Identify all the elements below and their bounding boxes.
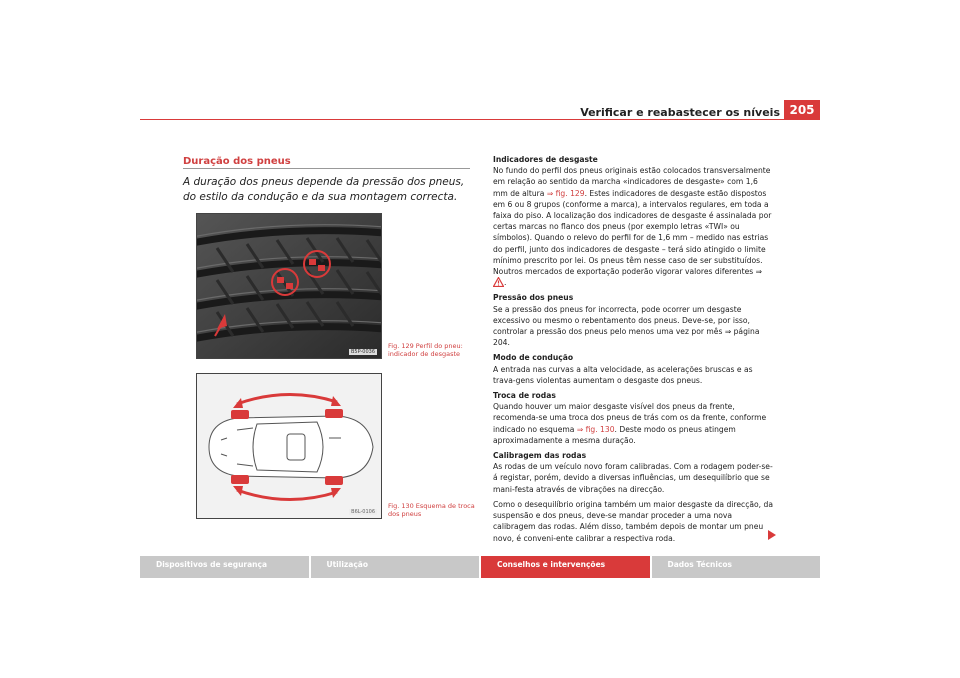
tire-rotation-illustration [197, 374, 382, 519]
heading-pressure: Pressão dos pneus [493, 293, 574, 303]
page-number: 205 [784, 100, 820, 120]
header-title: Verificar e reabastecer os níveis [580, 106, 780, 119]
heading-rotation: Troca de rodas [493, 391, 556, 401]
rotation-text-cont: . Deste modo os pneus atingem aproximadamente a mesma duração. [493, 424, 736, 445]
figure-code: B5P-0036 [350, 349, 375, 355]
footer-tab-technical[interactable]: Dados Técnicos [652, 556, 821, 578]
figure-caption: Fig. 129 Perfil do pneu: indicador de desgaste [388, 342, 463, 358]
fig129-link[interactable]: ⇒ fig. 129 [546, 188, 585, 198]
footer-nav [140, 556, 820, 578]
section-title: Duração dos pneus [183, 156, 291, 167]
next-page-arrow-icon[interactable] [768, 530, 776, 540]
tire-tread-illustration [197, 214, 382, 359]
warning-icon [493, 277, 507, 288]
heading-driving: Modo de condução [493, 353, 574, 363]
footer-tab-usage[interactable]: Utilização [311, 556, 482, 578]
pressure-text: Se a pressão dos pneus for incorrecta, pode ocorrer um desgaste excessivo ou mesmo o rebentamento dos pneus. Deve-se, por isso, controlar a pressão dos pneus pelo menos uma vez por mês ⇒ página 204. [493, 304, 760, 348]
section-lead: A duração dos pneus depende da pressão dos pneus, do estilo da condução e da sua montagem correcta. [183, 176, 465, 203]
figure-caption: Fig. 130 Esquema de troca dos pneus [388, 502, 475, 518]
figure-code: B6L-0106 [351, 509, 375, 515]
heading-balance: Calibragem das rodas [493, 451, 587, 461]
fig130-link[interactable]: ⇒ fig. 130 [576, 424, 615, 434]
wear-text-cont: . Estes indicadores de desgaste estão dispostos em 6 ou 8 grupos (conforme a marca), a intervalos regulares, em toda a faixa do piso. A localização dos indicadores de desgaste é assinalada por certas marcas no flanco dos pneus (por exemplo letras «TWI» ou símbolos). Quando o relevo do perfil for de 1,6 mm – medido nas estrias do perfil, junto dos indicadores de desgaste – terá sido atingido o limite mínimo prescrito por lei. Os pneus têm nesse caso de ser substituídos. Noutros mercados de exportação poderão vigorar valores diferentes ⇒ [493, 188, 772, 277]
footer-tab-safety[interactable]: Dispositivos de segurança [140, 556, 311, 578]
wear-text: No fundo do perfil dos pneus originais estão colocados transversalmente em relação ao sentido da marcha «indicadores de desgaste» com 1,6 mm de altura [493, 166, 771, 198]
balance-text: As rodas de um veículo novo foram calibradas. Com a rodagem poder-se-á registar, porém, devido a diversas influências, um desequilíbrio que se mani-festa através de vibrações na direcção. [493, 462, 773, 494]
section-rule [183, 168, 470, 169]
header-rule [140, 119, 820, 120]
heading-wear: Indicadores de desgaste [493, 155, 598, 164]
balance-text-2: Como o desequilíbrio origina também um maior desgaste da direcção, da suspensão e dos pneus, deve-se mandar proceder a uma nova calibragem das rodas. Além disso, também depois de montar um pneu novo, é conveni-ente calibrar a respectiva roda. [493, 499, 773, 543]
wear-text-end: . [504, 278, 507, 288]
footer-tab-advice[interactable]: Conselhos e intervenções [481, 556, 652, 578]
driving-text: A entrada nas curvas a alta velocidade, as acelerações bruscas e as trava-gens violentas aumentam o desgaste dos pneus. [493, 364, 753, 385]
rotation-text: Quando houver um maior desgaste visível dos pneus da frente, recomenda-se uma troca dos pneus de trás com os da frente, conforme indicado no esquema [493, 402, 767, 434]
body-text [493, 154, 773, 548]
figure-tire-tread [196, 213, 382, 359]
figure-tire-rotation [196, 373, 382, 519]
